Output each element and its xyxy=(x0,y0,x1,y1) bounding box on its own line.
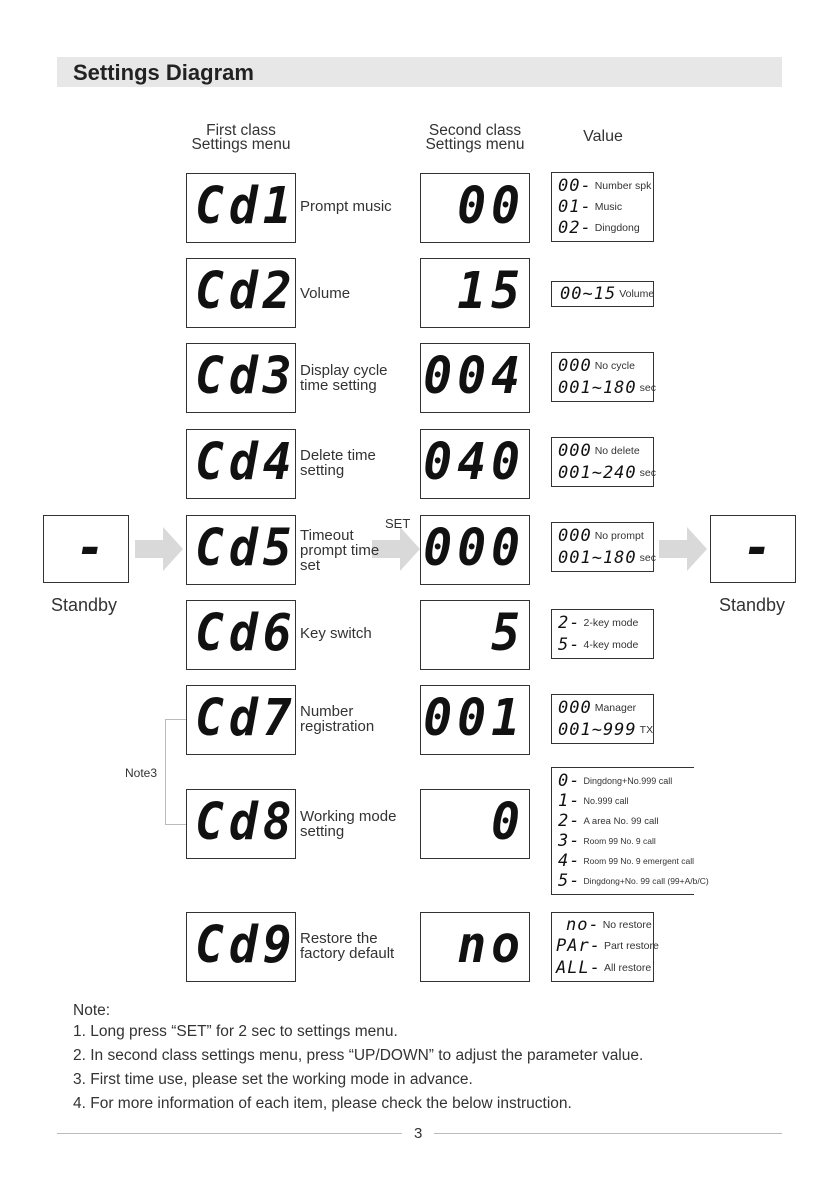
menu-code: Cd6 xyxy=(195,603,297,663)
menu-label xyxy=(300,704,374,734)
menu-value: 040 xyxy=(423,432,525,492)
menu-code: Cd2 xyxy=(195,261,297,321)
value-options-box xyxy=(551,912,659,982)
value-option xyxy=(558,635,638,655)
menu-label-line: Key switch xyxy=(300,625,372,642)
option-code: no- xyxy=(566,915,600,935)
menu-code: Cd3 xyxy=(195,346,297,406)
value-option xyxy=(558,851,694,871)
header-first-line1: First class xyxy=(206,122,276,139)
menu-label-line: prompt time xyxy=(300,542,380,559)
standby-dash-right: - xyxy=(743,518,777,578)
value-options-box xyxy=(551,694,654,744)
value-option xyxy=(558,356,635,376)
value-options-box xyxy=(551,767,709,895)
value-option xyxy=(558,378,656,398)
value-options-box xyxy=(551,522,654,572)
value-option xyxy=(558,218,640,238)
menu-value: 001 xyxy=(423,688,525,748)
option-code: 5- xyxy=(558,871,581,891)
arrow-standby-to-first xyxy=(135,527,183,571)
option-code: 02- xyxy=(558,218,592,238)
option-code: 000 xyxy=(558,356,592,376)
option-code: 3- xyxy=(558,831,581,851)
menu-label-line: Display cycle xyxy=(300,362,388,379)
option-text: A area No. 99 call xyxy=(583,815,659,827)
value-options-box xyxy=(551,609,654,659)
menu-label xyxy=(300,809,396,839)
value-option xyxy=(558,811,658,831)
option-text: 2-key mode xyxy=(583,617,639,629)
menu-label xyxy=(300,448,376,478)
first-class-display xyxy=(186,912,296,982)
option-text: Room 99 No. 9 call xyxy=(583,836,656,846)
option-code: 00~15 xyxy=(560,284,617,304)
option-text: Number spk xyxy=(594,180,652,192)
note-item: 4. For more information of each item, please check the below instruction. xyxy=(73,1095,572,1112)
option-code: 000 xyxy=(558,698,592,718)
menu-value: 0 xyxy=(491,792,525,852)
option-text: sec xyxy=(639,382,656,394)
standby-display-right xyxy=(710,515,796,583)
option-text: Part restore xyxy=(603,940,659,952)
footer-rule-left xyxy=(57,1133,402,1134)
option-text: All restore xyxy=(603,962,652,974)
second-class-display xyxy=(420,912,530,982)
option-text: Dingdong xyxy=(594,222,640,234)
set-label: SET xyxy=(385,516,411,531)
value-option xyxy=(558,871,709,891)
menu-label xyxy=(300,199,392,214)
header-second-line1: Second class xyxy=(428,122,522,139)
menu-code: Cd8 xyxy=(195,792,297,852)
value-options-box xyxy=(551,281,654,307)
value-options-box xyxy=(551,437,654,487)
option-code: 001~180 xyxy=(558,548,637,568)
first-class-display xyxy=(186,258,296,328)
menu-value: 15 xyxy=(457,261,525,321)
option-text: sec xyxy=(639,467,656,479)
menu-label-line: Volume xyxy=(300,285,351,302)
menu-value: no xyxy=(457,915,525,975)
menu-label xyxy=(300,626,372,641)
option-code: 001~180 xyxy=(558,378,637,398)
option-code: ALL- xyxy=(556,958,601,978)
first-class-display xyxy=(186,173,296,243)
menu-label-line: time setting xyxy=(300,377,377,394)
second-class-display xyxy=(420,600,530,670)
value-option xyxy=(558,526,644,546)
first-class-display xyxy=(186,343,296,413)
value-option xyxy=(558,197,622,217)
value-option xyxy=(558,176,651,196)
option-code: 1- xyxy=(558,791,581,811)
footer-rule-right xyxy=(434,1133,782,1134)
option-code: 5- xyxy=(558,635,581,655)
menu-label-line: Restore the xyxy=(300,930,378,947)
value-option xyxy=(560,284,654,304)
header-first-class xyxy=(186,124,296,152)
value-option xyxy=(556,958,651,978)
arrow-value-to-standby xyxy=(659,527,707,571)
value-option xyxy=(558,720,653,740)
value-option xyxy=(558,771,672,791)
value-option xyxy=(558,698,636,718)
second-class-display xyxy=(420,515,530,585)
option-text: Music xyxy=(594,201,623,213)
value-option xyxy=(558,441,640,461)
option-code: 01- xyxy=(558,197,592,217)
option-text: Volume xyxy=(619,288,655,300)
value-option xyxy=(556,936,659,956)
menu-label-line: Prompt music xyxy=(300,198,392,215)
second-class-display xyxy=(420,789,530,859)
option-text: No cycle xyxy=(594,360,635,372)
menu-code: Cd1 xyxy=(195,176,297,236)
menu-label xyxy=(300,286,350,301)
menu-label xyxy=(300,363,388,393)
option-code: 001~240 xyxy=(558,463,637,483)
notes-heading: Note: xyxy=(73,1002,111,1019)
option-text: Manager xyxy=(594,702,637,714)
option-code: 001~999 xyxy=(558,720,637,740)
menu-label-line: Delete time xyxy=(300,447,376,464)
menu-value: 5 xyxy=(491,603,525,663)
value-options-box xyxy=(551,172,654,242)
second-class-display xyxy=(420,429,530,499)
option-text: Room 99 No. 9 emergent call xyxy=(583,856,695,866)
standby-label-left: Standby xyxy=(51,595,118,615)
option-code: 000 xyxy=(558,441,592,461)
menu-label-line: Working mode xyxy=(300,808,397,825)
note-item: 1. Long press “SET” for 2 sec to settings menu. xyxy=(73,1023,398,1040)
first-class-display xyxy=(186,429,296,499)
first-class-display xyxy=(186,515,296,585)
value-option xyxy=(558,548,656,568)
menu-label xyxy=(300,528,379,573)
menu-label-line: factory default xyxy=(300,945,395,962)
note-item: 2. In second class settings menu, press “UP/DOWN” to adjust the parameter value. xyxy=(73,1047,644,1064)
note3-label: Note3 xyxy=(125,766,158,780)
option-text: 4-key mode xyxy=(583,639,639,651)
menu-code: Cd4 xyxy=(195,432,297,492)
standby-dash-left: - xyxy=(76,518,110,578)
menu-label xyxy=(300,931,394,961)
option-code: 2- xyxy=(558,613,581,633)
header-value: Value xyxy=(583,128,623,145)
option-code: 0- xyxy=(558,771,581,791)
option-text: No prompt xyxy=(594,530,644,542)
option-text: No restore xyxy=(602,919,652,931)
page-number: 3 xyxy=(414,1125,423,1142)
note3-bracket-bottom xyxy=(165,824,186,825)
standby-display-left xyxy=(43,515,129,583)
header-first-line2: Settings menu xyxy=(191,136,291,153)
menu-code: Cd9 xyxy=(195,915,297,975)
first-class-display xyxy=(186,789,296,859)
menu-label-line: setting xyxy=(300,462,345,479)
menu-code: Cd7 xyxy=(195,688,297,748)
value-options-box xyxy=(551,352,654,402)
menu-value: 000 xyxy=(423,518,525,578)
option-code: 4- xyxy=(558,851,581,871)
option-code: 000 xyxy=(558,526,592,546)
second-class-display xyxy=(420,343,530,413)
menu-code: Cd5 xyxy=(195,518,297,578)
value-option xyxy=(558,613,638,633)
menu-label-line: setting xyxy=(300,823,345,840)
value-option xyxy=(558,463,656,483)
menu-label-line: registration xyxy=(300,718,375,735)
option-text: No delete xyxy=(594,445,640,457)
header-second-line2: Settings menu xyxy=(425,136,525,153)
standby-label-right: Standby xyxy=(719,595,786,615)
value-option xyxy=(566,915,652,935)
menu-label-line: Timeout xyxy=(300,527,354,544)
value-option xyxy=(558,831,656,851)
first-class-display xyxy=(186,685,296,755)
second-class-display xyxy=(420,685,530,755)
option-text: TX xyxy=(639,724,654,736)
menu-label-line: set xyxy=(300,557,321,574)
option-text: Dingdong+No. 99 call (99+A/b/C) xyxy=(583,876,709,886)
title-bar xyxy=(57,57,782,87)
second-class-display xyxy=(420,258,530,328)
option-text: Dingdong+No.999 call xyxy=(583,776,673,786)
option-code: 2- xyxy=(558,811,581,831)
note-item: 3. First time use, please set the working mode in advance. xyxy=(73,1071,473,1088)
option-text: sec xyxy=(639,552,656,564)
option-text: No.999 call xyxy=(583,796,629,806)
menu-label-line: Number xyxy=(300,703,354,720)
value-option xyxy=(558,791,629,811)
header-second-class xyxy=(420,124,530,152)
menu-value: 004 xyxy=(423,346,525,406)
note3-bracket-top xyxy=(165,719,186,720)
menu-value: 00 xyxy=(457,176,525,236)
first-class-display xyxy=(186,600,296,670)
note3-bracket-vertical xyxy=(165,719,166,824)
option-code: 00- xyxy=(558,176,592,196)
second-class-display xyxy=(420,173,530,243)
option-code: PAr- xyxy=(556,936,601,956)
page-title: Settings Diagram xyxy=(73,60,254,85)
